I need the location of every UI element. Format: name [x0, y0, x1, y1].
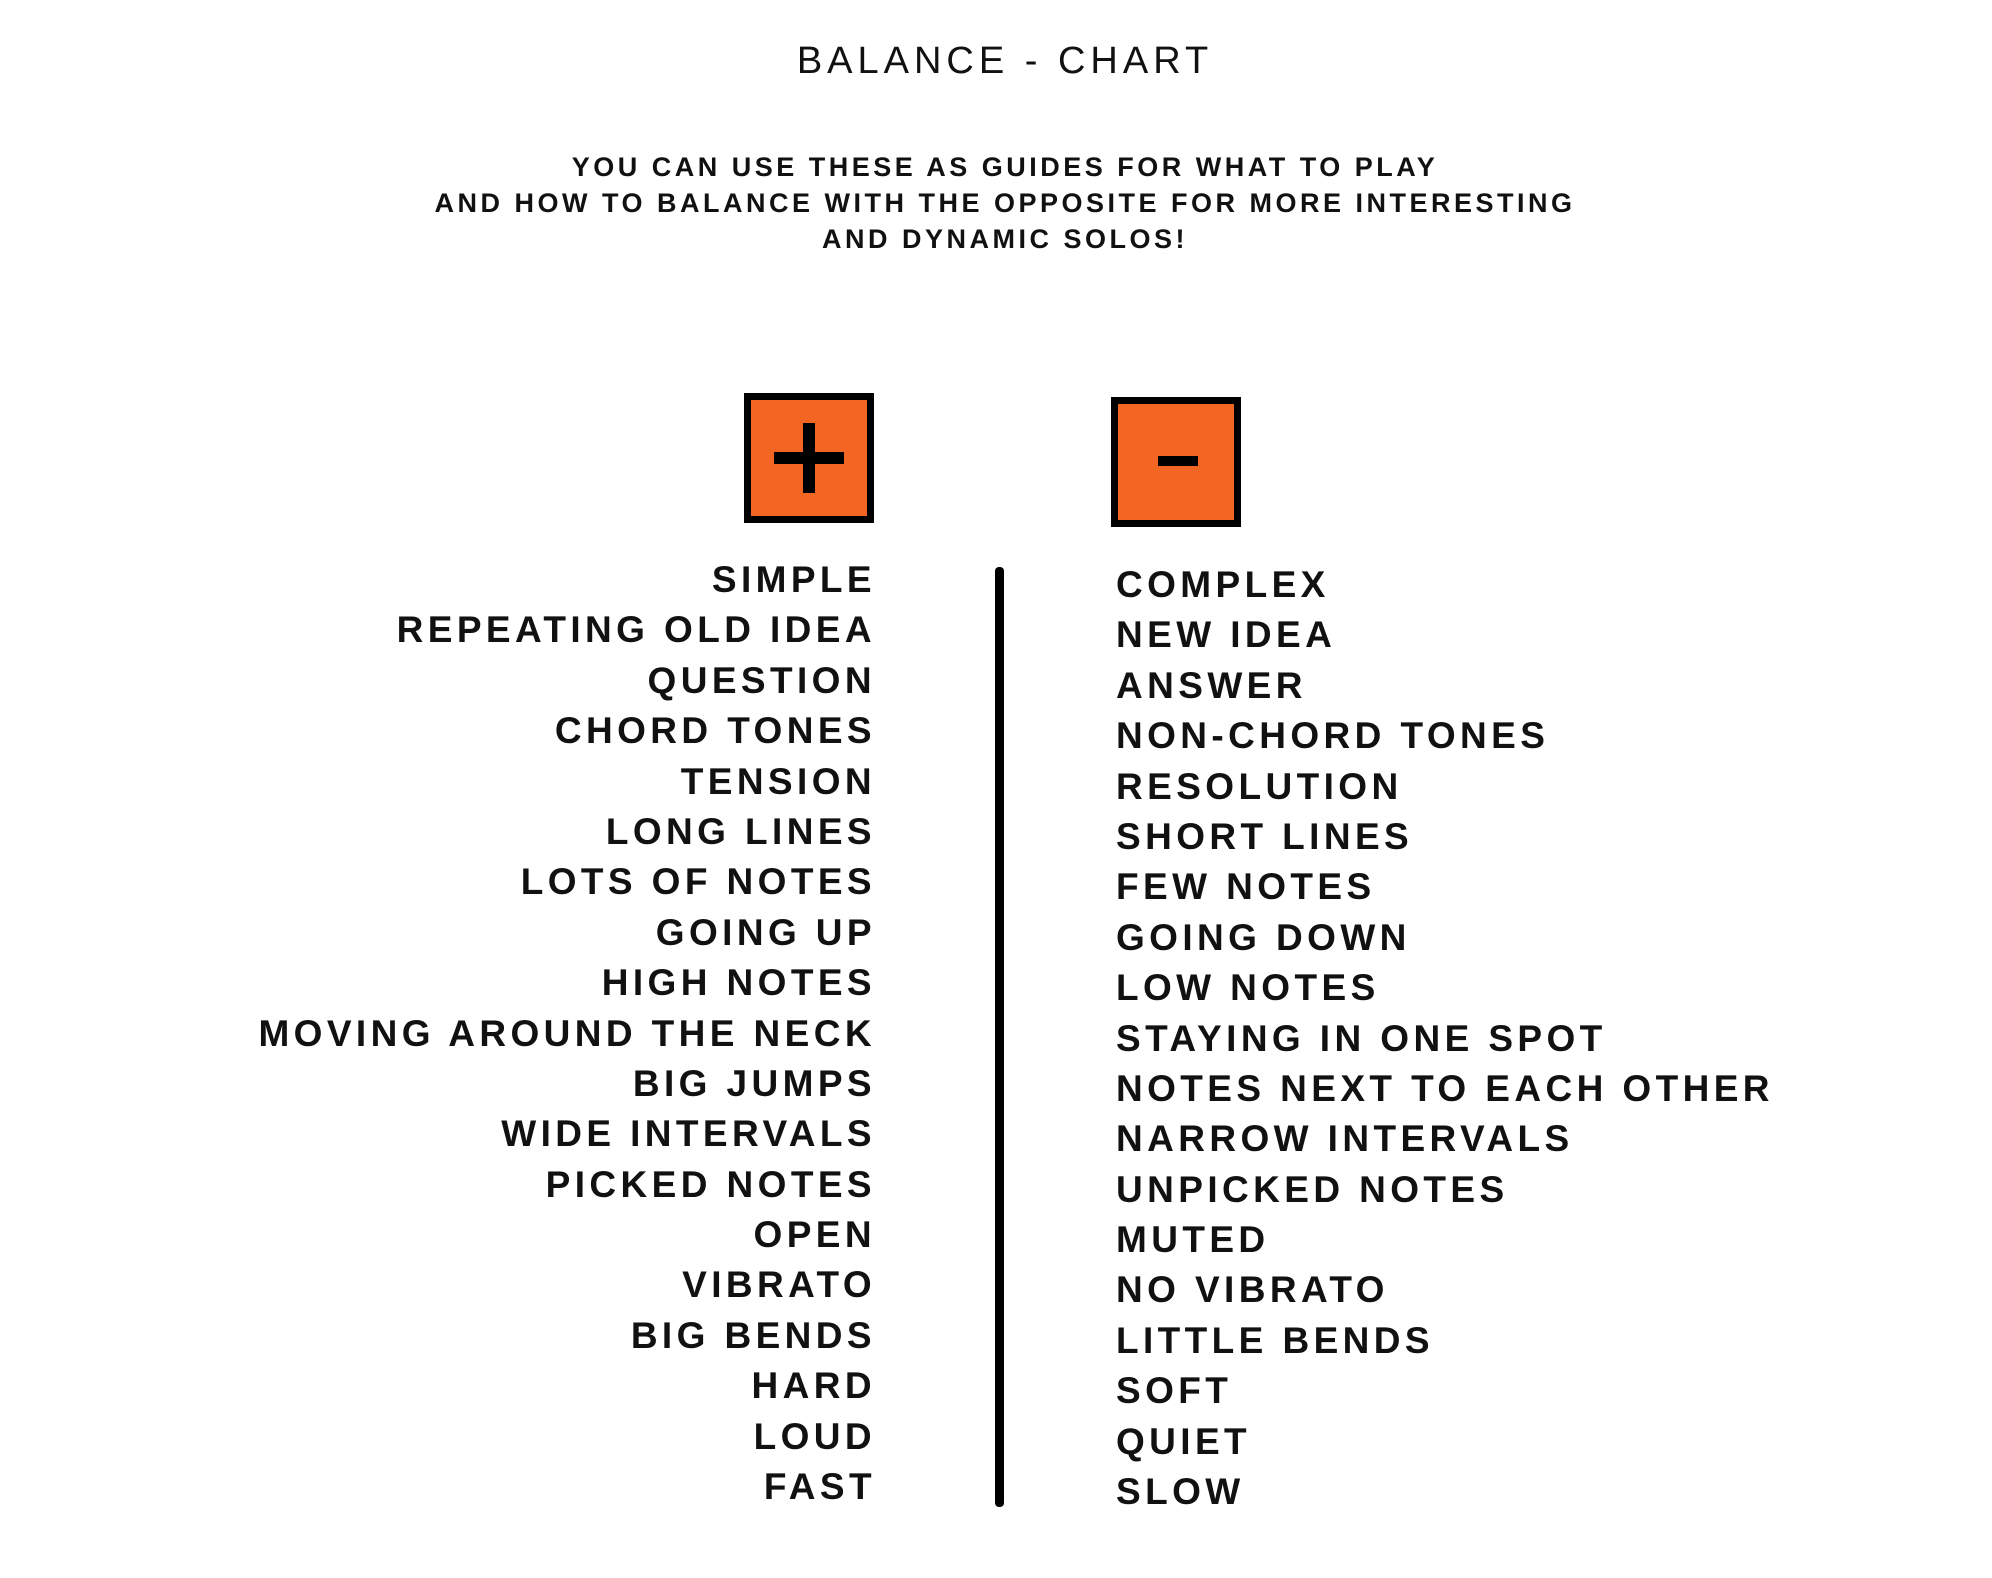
subtitle-line-2: AND HOW TO BALANCE WITH THE OPPOSITE FOR MORE INTERESTING — [434, 188, 1576, 218]
minus-item: UNPICKED NOTES — [1116, 1168, 1509, 1210]
minus-item: FEW NOTES — [1116, 866, 1376, 908]
minus-item: LITTLE BENDS — [1116, 1319, 1434, 1361]
plus-item: BIG JUMPS — [632, 1062, 876, 1104]
minus-item: QUIET — [1116, 1420, 1252, 1462]
plus-item: LOUD — [753, 1415, 876, 1457]
minus-item: RESOLUTION — [1116, 765, 1403, 807]
minus-item: MUTED — [1116, 1219, 1270, 1261]
plus-item: CHORD TONES — [554, 710, 876, 752]
minus-item: SOFT — [1116, 1370, 1233, 1412]
plus-item: HARD — [751, 1365, 876, 1407]
minus-item: NEW IDEA — [1116, 614, 1337, 656]
minus-item: SLOW — [1116, 1471, 1245, 1513]
plus-item: PICKED NOTES — [545, 1163, 876, 1205]
subtitle — [0, 149, 1992, 257]
minus-icon — [1111, 397, 1241, 527]
plus-item: VIBRATO — [682, 1264, 876, 1306]
plus-item: WIDE INTERVALS — [501, 1113, 876, 1155]
minus-item: STAYING IN ONE SPOT — [1116, 1017, 1607, 1059]
plus-item: BIG BENDS — [630, 1314, 876, 1356]
plus-item: HIGH NOTES — [601, 962, 876, 1004]
plus-icon — [744, 393, 874, 523]
plus-item: LONG LINES — [605, 810, 876, 852]
minus-item: SHORT LINES — [1116, 815, 1414, 857]
plus-item: REPEATING OLD IDEA — [396, 609, 876, 651]
plus-item: SIMPLE — [711, 559, 876, 600]
minus-item: NARROW INTERVALS — [1116, 1118, 1574, 1160]
page-title: BALANCE - CHART — [796, 40, 1214, 82]
plus-item: QUESTION — [647, 659, 876, 701]
minus-item: NO VIBRATO — [1116, 1269, 1389, 1311]
plus-item: MOVING AROUND THE NECK — [258, 1012, 876, 1054]
plus-column-list — [258, 555, 876, 1512]
minus-item: ANSWER — [1116, 664, 1307, 706]
plus-item: GOING UP — [655, 911, 876, 953]
minus-item: NOTES NEXT TO EACH OTHER — [1116, 1067, 1774, 1109]
column-divider — [995, 567, 1004, 1507]
plus-item: OPEN — [753, 1214, 876, 1256]
plus-icon-vertical-bar — [803, 423, 815, 493]
minus-item: GOING DOWN — [1116, 916, 1411, 958]
subtitle-line-3: AND DYNAMIC SOLOS! — [822, 224, 1188, 254]
minus-item: NON-CHORD TONES — [1116, 715, 1550, 757]
plus-item: LOTS OF NOTES — [520, 861, 876, 903]
subtitle-line-1: YOU CAN USE THESE AS GUIDES FOR WHAT TO PLAY — [571, 152, 1439, 182]
minus-item: COMPLEX — [1116, 564, 1330, 605]
plus-item: TENSION — [680, 760, 876, 802]
minus-icon-bar — [1158, 456, 1198, 466]
minus-item: LOW NOTES — [1116, 967, 1380, 1009]
minus-column-list — [1116, 560, 1774, 1517]
plus-item: FAST — [763, 1466, 876, 1508]
